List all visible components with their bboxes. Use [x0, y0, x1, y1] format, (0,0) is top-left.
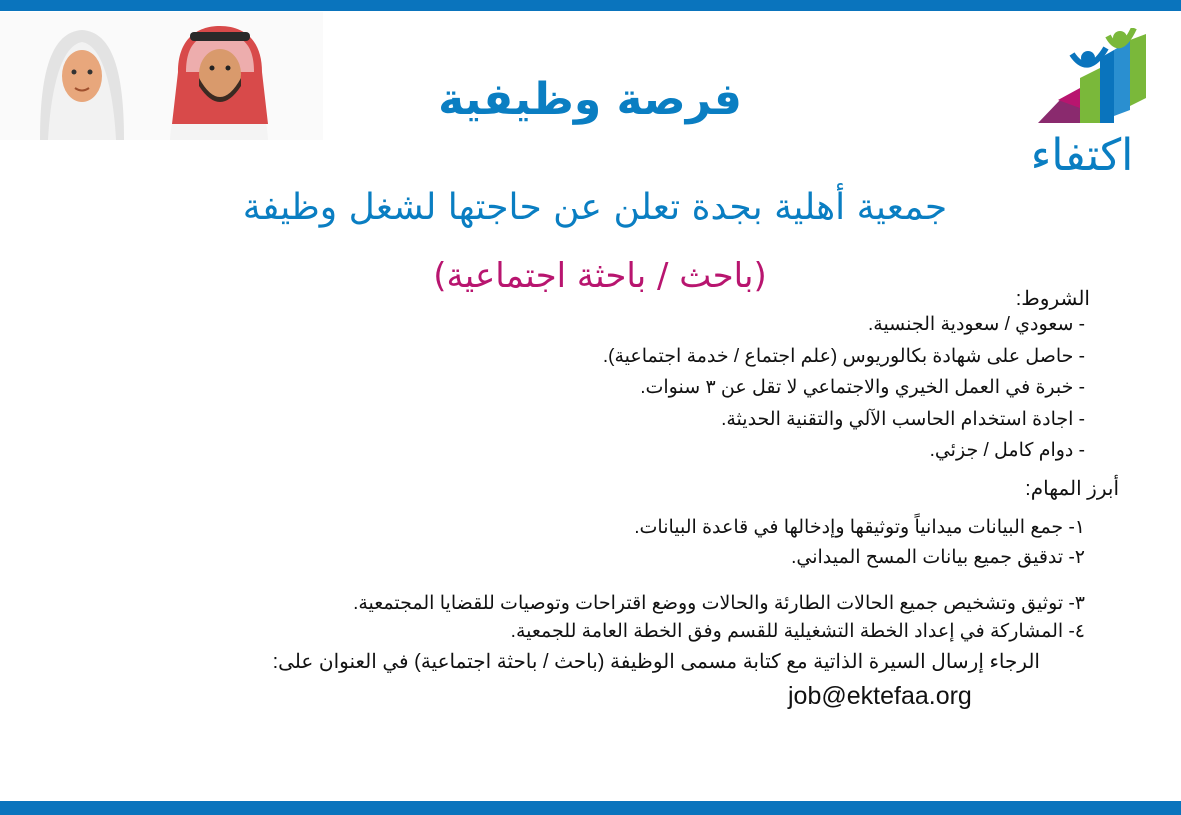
woman-avatar-icon	[40, 30, 124, 140]
man-avatar-icon	[170, 26, 268, 140]
list-item: - خبرة في العمل الخيري والاجتماعي لا تقل عن ٣ سنوات.	[640, 377, 1085, 398]
conditions-label: الشروط:	[1015, 288, 1090, 310]
logo-wordmark: اكتفاء	[1030, 130, 1134, 181]
position-title: (باحث / باحثة اجتماعية)	[433, 256, 767, 296]
task-item: ١- جمع البيانات ميدانياً وتوثيقها وإدخالها في قاعدة البيانات.	[634, 517, 1085, 538]
logo-mark-icon	[1038, 28, 1146, 123]
list-item: - اجادة استخدام الحاسب الآلي والتقنية الحديثة.	[721, 408, 1085, 430]
contact-email[interactable]: job@ektefaa.org	[788, 682, 972, 710]
list-item: - حاصل على شهادة بكالوريوس (علم اجتماع / خدمة اجتماعية).	[602, 345, 1085, 367]
application-note: الرجاء إرسال السيرة الذاتية مع كتابة مسمى الوظيفة (باحث / باحثة اجتماعية) في العنوان على:	[272, 651, 1040, 673]
page-headline: فرصة وظيفية	[438, 74, 742, 125]
task-item: ٣- توثيق وتشخيص جميع الحالات الطارئة والحالات ووضع اقتراحات وتوصيات للقضايا المجتمعية.	[353, 593, 1085, 614]
task-item: ٢- تدقيق جميع بيانات المسح الميداني.	[791, 547, 1085, 568]
top-border	[0, 0, 1181, 11]
people-illustration	[0, 12, 323, 140]
task-item: ٤- المشاركة في إعداد الخطة التشغيلية للقسم وفق الخطة العامة للجمعية.	[510, 621, 1085, 642]
list-item: - دوام كامل / جزئي.	[929, 440, 1085, 461]
bottom-border	[0, 801, 1181, 815]
tasks-label: أبرز المهام:	[1025, 478, 1119, 500]
announcement-title: جمعية أهلية بجدة تعلن عن حاجتها لشغل وظيفة	[242, 187, 948, 228]
conditions-list	[603, 313, 1085, 471]
list-item: - سعودي / سعودية الجنسية.	[867, 314, 1085, 335]
